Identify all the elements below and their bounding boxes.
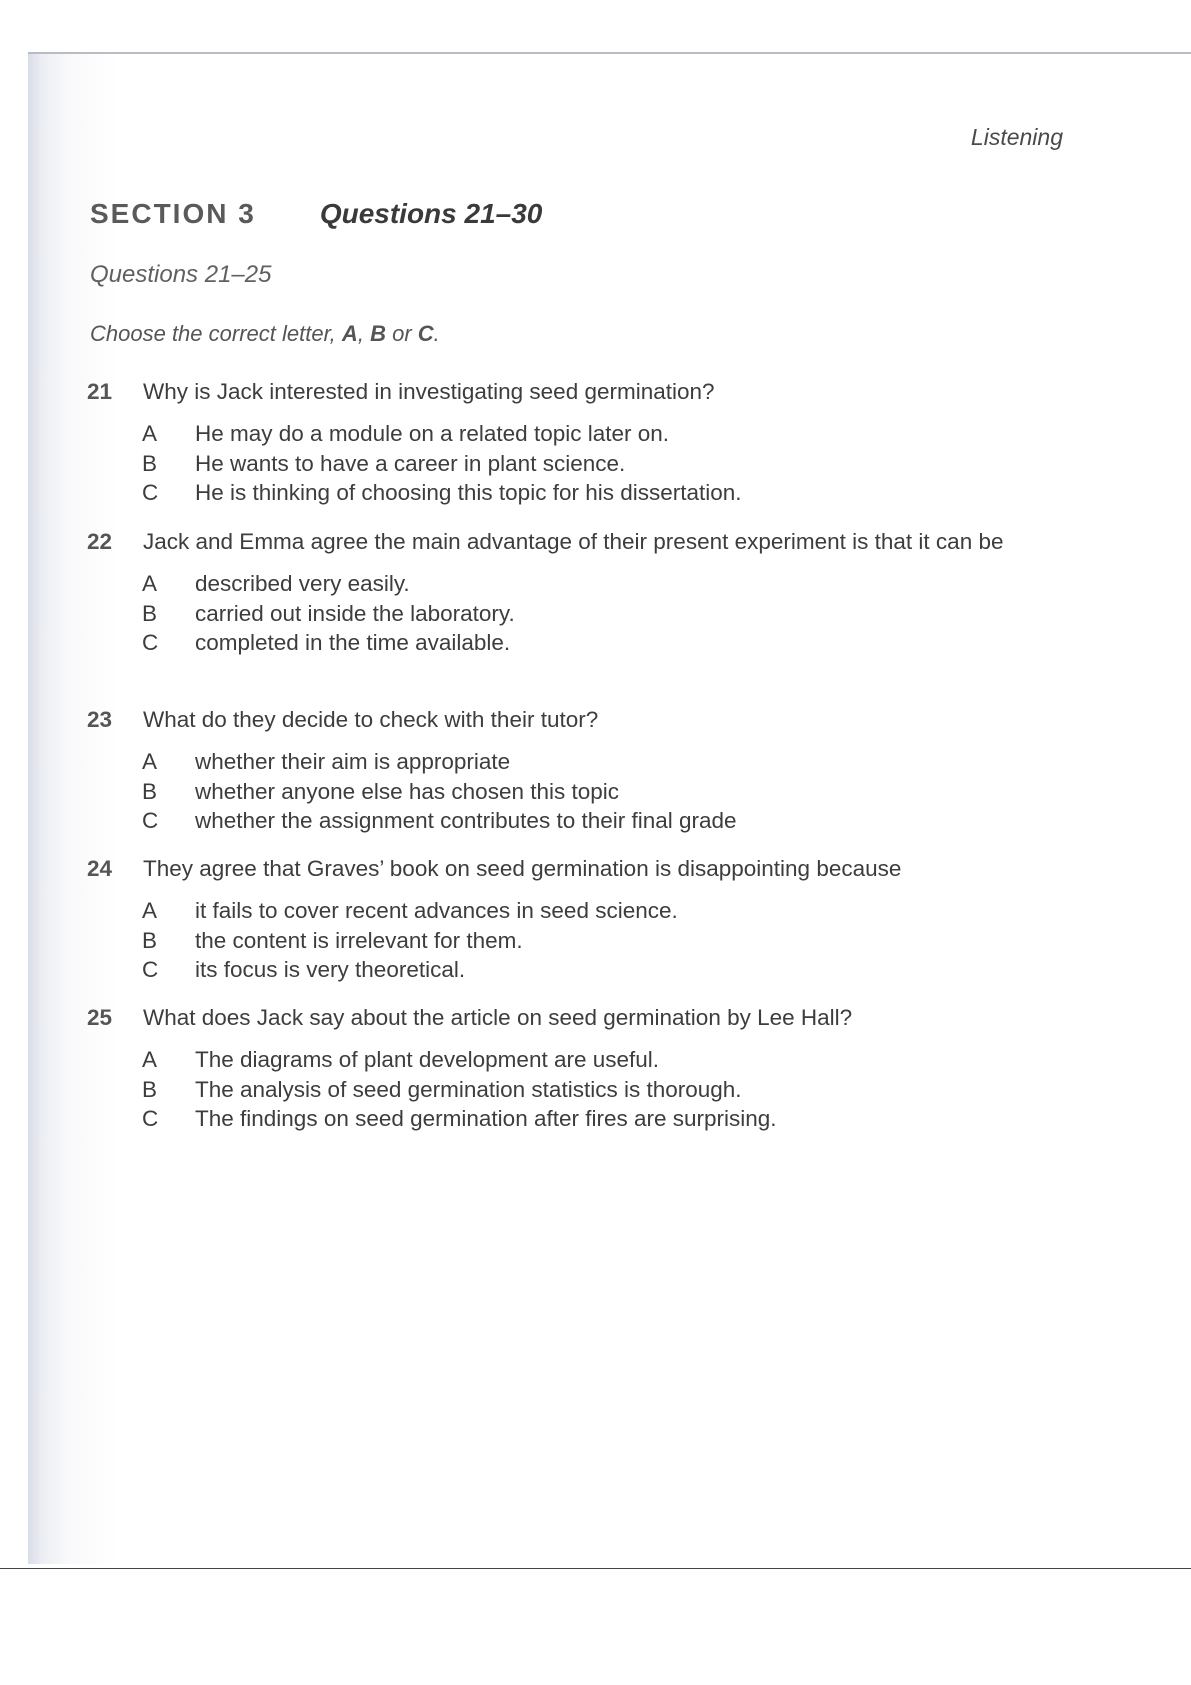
option-letter: C (142, 480, 159, 505)
option-letter: C (142, 630, 159, 655)
option-text: it fails to cover recent advances in seed science. (195, 898, 678, 923)
question-number: 21 (87, 379, 113, 404)
option-text: He wants to have a career in plant science. (195, 450, 626, 476)
question-text: Why is Jack interested in investigating seed germination? (143, 379, 715, 404)
question-21 (87, 377, 1037, 508)
option-letter: A (142, 898, 158, 923)
option-c (142, 955, 1037, 985)
option-c (142, 1104, 1037, 1134)
option-letter: B (142, 450, 158, 476)
question-24 (87, 854, 1037, 985)
instruction-letter-b: B (370, 321, 386, 346)
option-text: whether the assignment contributes to their final grade (195, 808, 737, 833)
instruction (90, 321, 440, 347)
question-text: What do they decide to check with their tutor? (143, 707, 599, 732)
section-heading (90, 198, 542, 230)
option-letter: B (142, 1076, 158, 1102)
option-letter: C (142, 1106, 159, 1131)
option-letter: B (142, 778, 158, 804)
option-letter: A (142, 749, 158, 774)
option-c (142, 628, 1037, 658)
question-number: 25 (87, 1005, 113, 1030)
option-text: completed in the time available. (195, 630, 511, 655)
instruction-letter-c: C (417, 321, 434, 346)
question-22 (87, 527, 1037, 658)
instruction-prefix: Choose the correct letter, (90, 321, 336, 346)
question-text: What does Jack say about the article on seed germination by Lee Hall? (143, 1005, 853, 1030)
option-letter: A (142, 1047, 158, 1072)
option-a (142, 569, 1037, 599)
instruction-separator: , (357, 321, 364, 346)
section-question-range: Questions 21–30 (319, 198, 543, 229)
question-number: 24 (87, 856, 113, 881)
option-a (142, 747, 1037, 777)
option-text: whether their aim is appropriate (195, 749, 511, 774)
option-b (142, 449, 1037, 479)
option-text: He is thinking of choosing this topic for his dissertation. (195, 480, 742, 505)
option-letter: C (142, 957, 159, 982)
question-text: Jack and Emma agree the main advantage of their present experiment is that it can be (143, 529, 1004, 554)
instruction-or: or (392, 321, 412, 346)
scan-edge-line (0, 1568, 1191, 1569)
option-text: The diagrams of plant development are useful. (195, 1047, 660, 1072)
instruction-letter-a: A (341, 321, 358, 346)
running-head: Listening (970, 124, 1063, 150)
option-list (142, 419, 1037, 508)
option-list (142, 747, 1037, 836)
option-text: the content is irrelevant for them. (195, 927, 523, 953)
option-b (142, 1075, 1037, 1105)
option-letter: C (142, 808, 159, 833)
question-25 (87, 1003, 1037, 1134)
option-b (142, 926, 1037, 956)
question-text: They agree that Graves’ book on seed germination is disappointing because (143, 856, 902, 881)
option-text: carried out inside the laboratory. (195, 600, 515, 626)
question-number: 23 (87, 707, 113, 732)
option-a (142, 1045, 1037, 1075)
option-a (142, 896, 1037, 926)
option-letter: A (142, 571, 158, 596)
option-text: The analysis of seed germination statistics is thorough. (195, 1076, 742, 1102)
option-letter: B (142, 927, 158, 953)
option-list (142, 569, 1037, 658)
section-label: SECTION 3 (90, 198, 256, 229)
option-text: whether anyone else has chosen this topic (195, 778, 620, 804)
option-list (142, 896, 1037, 985)
option-text: described very easily. (195, 571, 410, 596)
option-letter: A (142, 421, 158, 446)
option-b (142, 777, 1037, 807)
option-c (142, 478, 1037, 508)
instruction-suffix: . (433, 321, 440, 346)
option-text: He may do a module on a related topic later on. (195, 421, 670, 446)
option-letter: B (142, 600, 158, 626)
option-b (142, 599, 1037, 629)
option-c (142, 806, 1037, 836)
question-23 (87, 705, 1037, 836)
option-a (142, 419, 1037, 449)
question-number: 22 (87, 529, 113, 554)
subsection-heading: Questions 21–25 (90, 261, 272, 288)
option-text: The findings on seed germination after fires are surprising. (195, 1106, 777, 1131)
option-list (142, 1045, 1037, 1134)
option-text: its focus is very theoretical. (195, 957, 466, 982)
